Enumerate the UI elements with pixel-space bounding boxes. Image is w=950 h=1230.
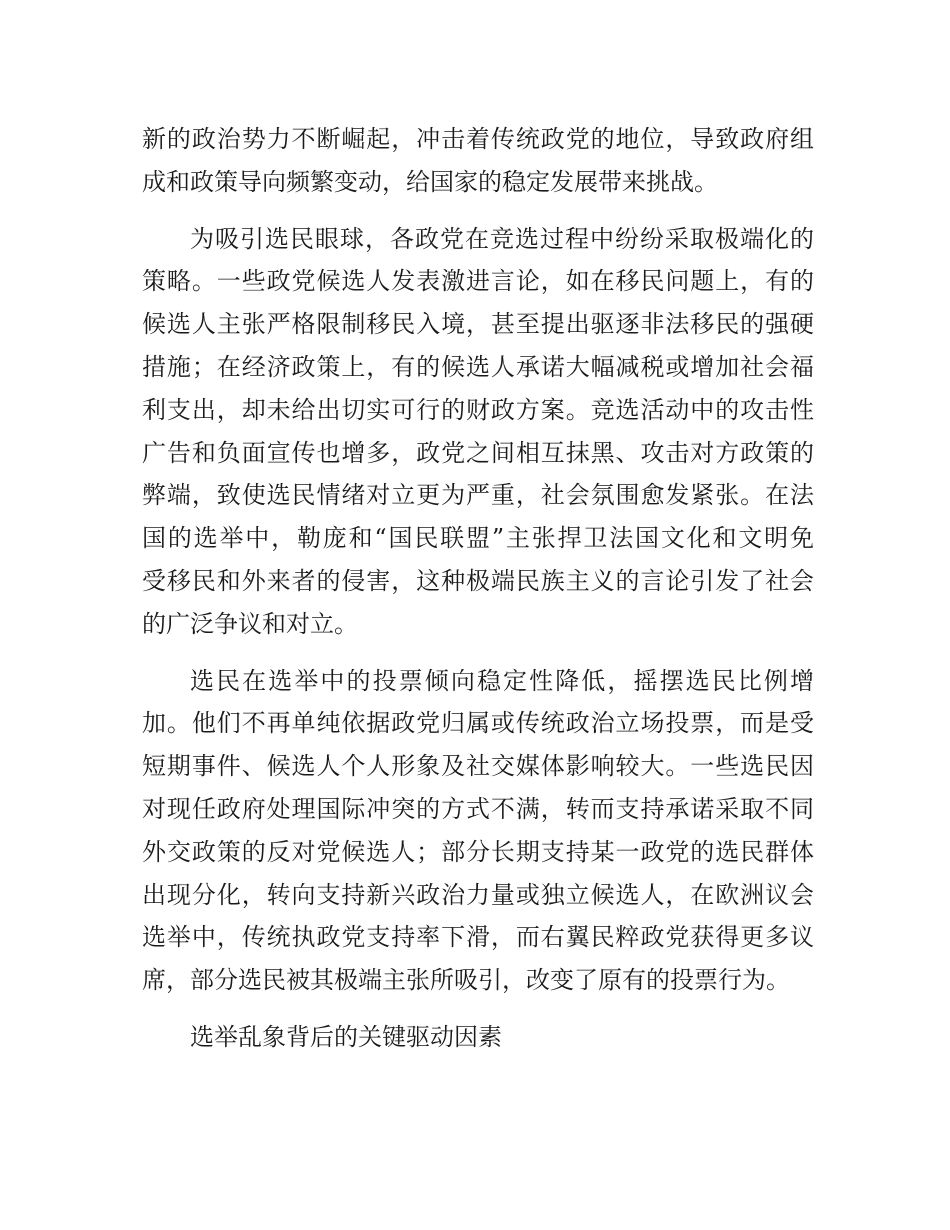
text-line: 选举中，传统执政党支持率下滑，而右翼民粹政党获得更多议 [142,923,814,952]
text-line: 短期事件、候选人个人形象及社交媒体影响较大。一些选民因 [142,752,814,781]
text-line: 新的政治势力不断崛起，冲击着传统政党的地位，导致政府组 [142,125,814,153]
text-line: 措施；在经济政策上，有的候选人承诺大幅减税或增加社会福 [142,352,814,381]
paragraph-voter-behavior [142,660,814,1002]
text-line: 出现分化，转向支持新兴政治力量或独立候选人，在欧洲议会 [142,880,814,909]
text-line: 的广泛争议和对立。 [142,609,358,638]
text-line: 成和政策导向频繁变动，给国家的稳定发展带来挑战。 [142,167,718,196]
paragraph-campaign-strategies [142,218,814,646]
text-line: 外交政策的反对党候选人；部分长期支持某一政党的选民群体 [142,837,814,866]
text-line: 选举乱象背后的关键驱动因素 [190,1022,502,1051]
section-heading [142,1016,814,1059]
text-line: 选民在选举中的投票倾向稳定性降低，摇摆选民比例增 [190,666,814,695]
paragraph-continued [142,118,814,204]
text-line: 弊端，致使选民情绪对立更为严重，社会氛围愈发紧张。在法 [142,481,814,510]
document-body [142,118,814,1073]
text-line: 为吸引选民眼球，各政党在竞选过程中纷纷采取极端化的 [190,224,814,253]
text-line: 国的选举中，勒庞和“国民联盟”主张捍卫法国文化和文明免 [142,524,814,553]
text-line: 利支出，却未给出切实可行的财政方案。竞选活动中的攻击性 [142,395,814,424]
text-line: 策略。一些政党候选人发表激进言论，如在移民问题上，有的 [142,267,814,296]
text-line: 席，部分选民被其极端主张所吸引，改变了原有的投票行为。 [142,966,790,995]
text-line: 对现任政府处理国际冲突的方式不满，转而支持承诺采取不同 [142,794,814,823]
text-line: 候选人主张严格限制移民入境，甚至提出驱逐非法移民的强硬 [142,310,814,339]
text-line: 广告和负面宣传也增多，政党之间相互抹黑、攻击对方政策的 [142,438,814,467]
text-line: 加。他们不再单纯依据政党归属或传统政治立场投票，而是受 [142,709,814,738]
text-line: 受移民和外来者的侵害，这种极端民族主义的言论引发了社会 [142,566,814,595]
